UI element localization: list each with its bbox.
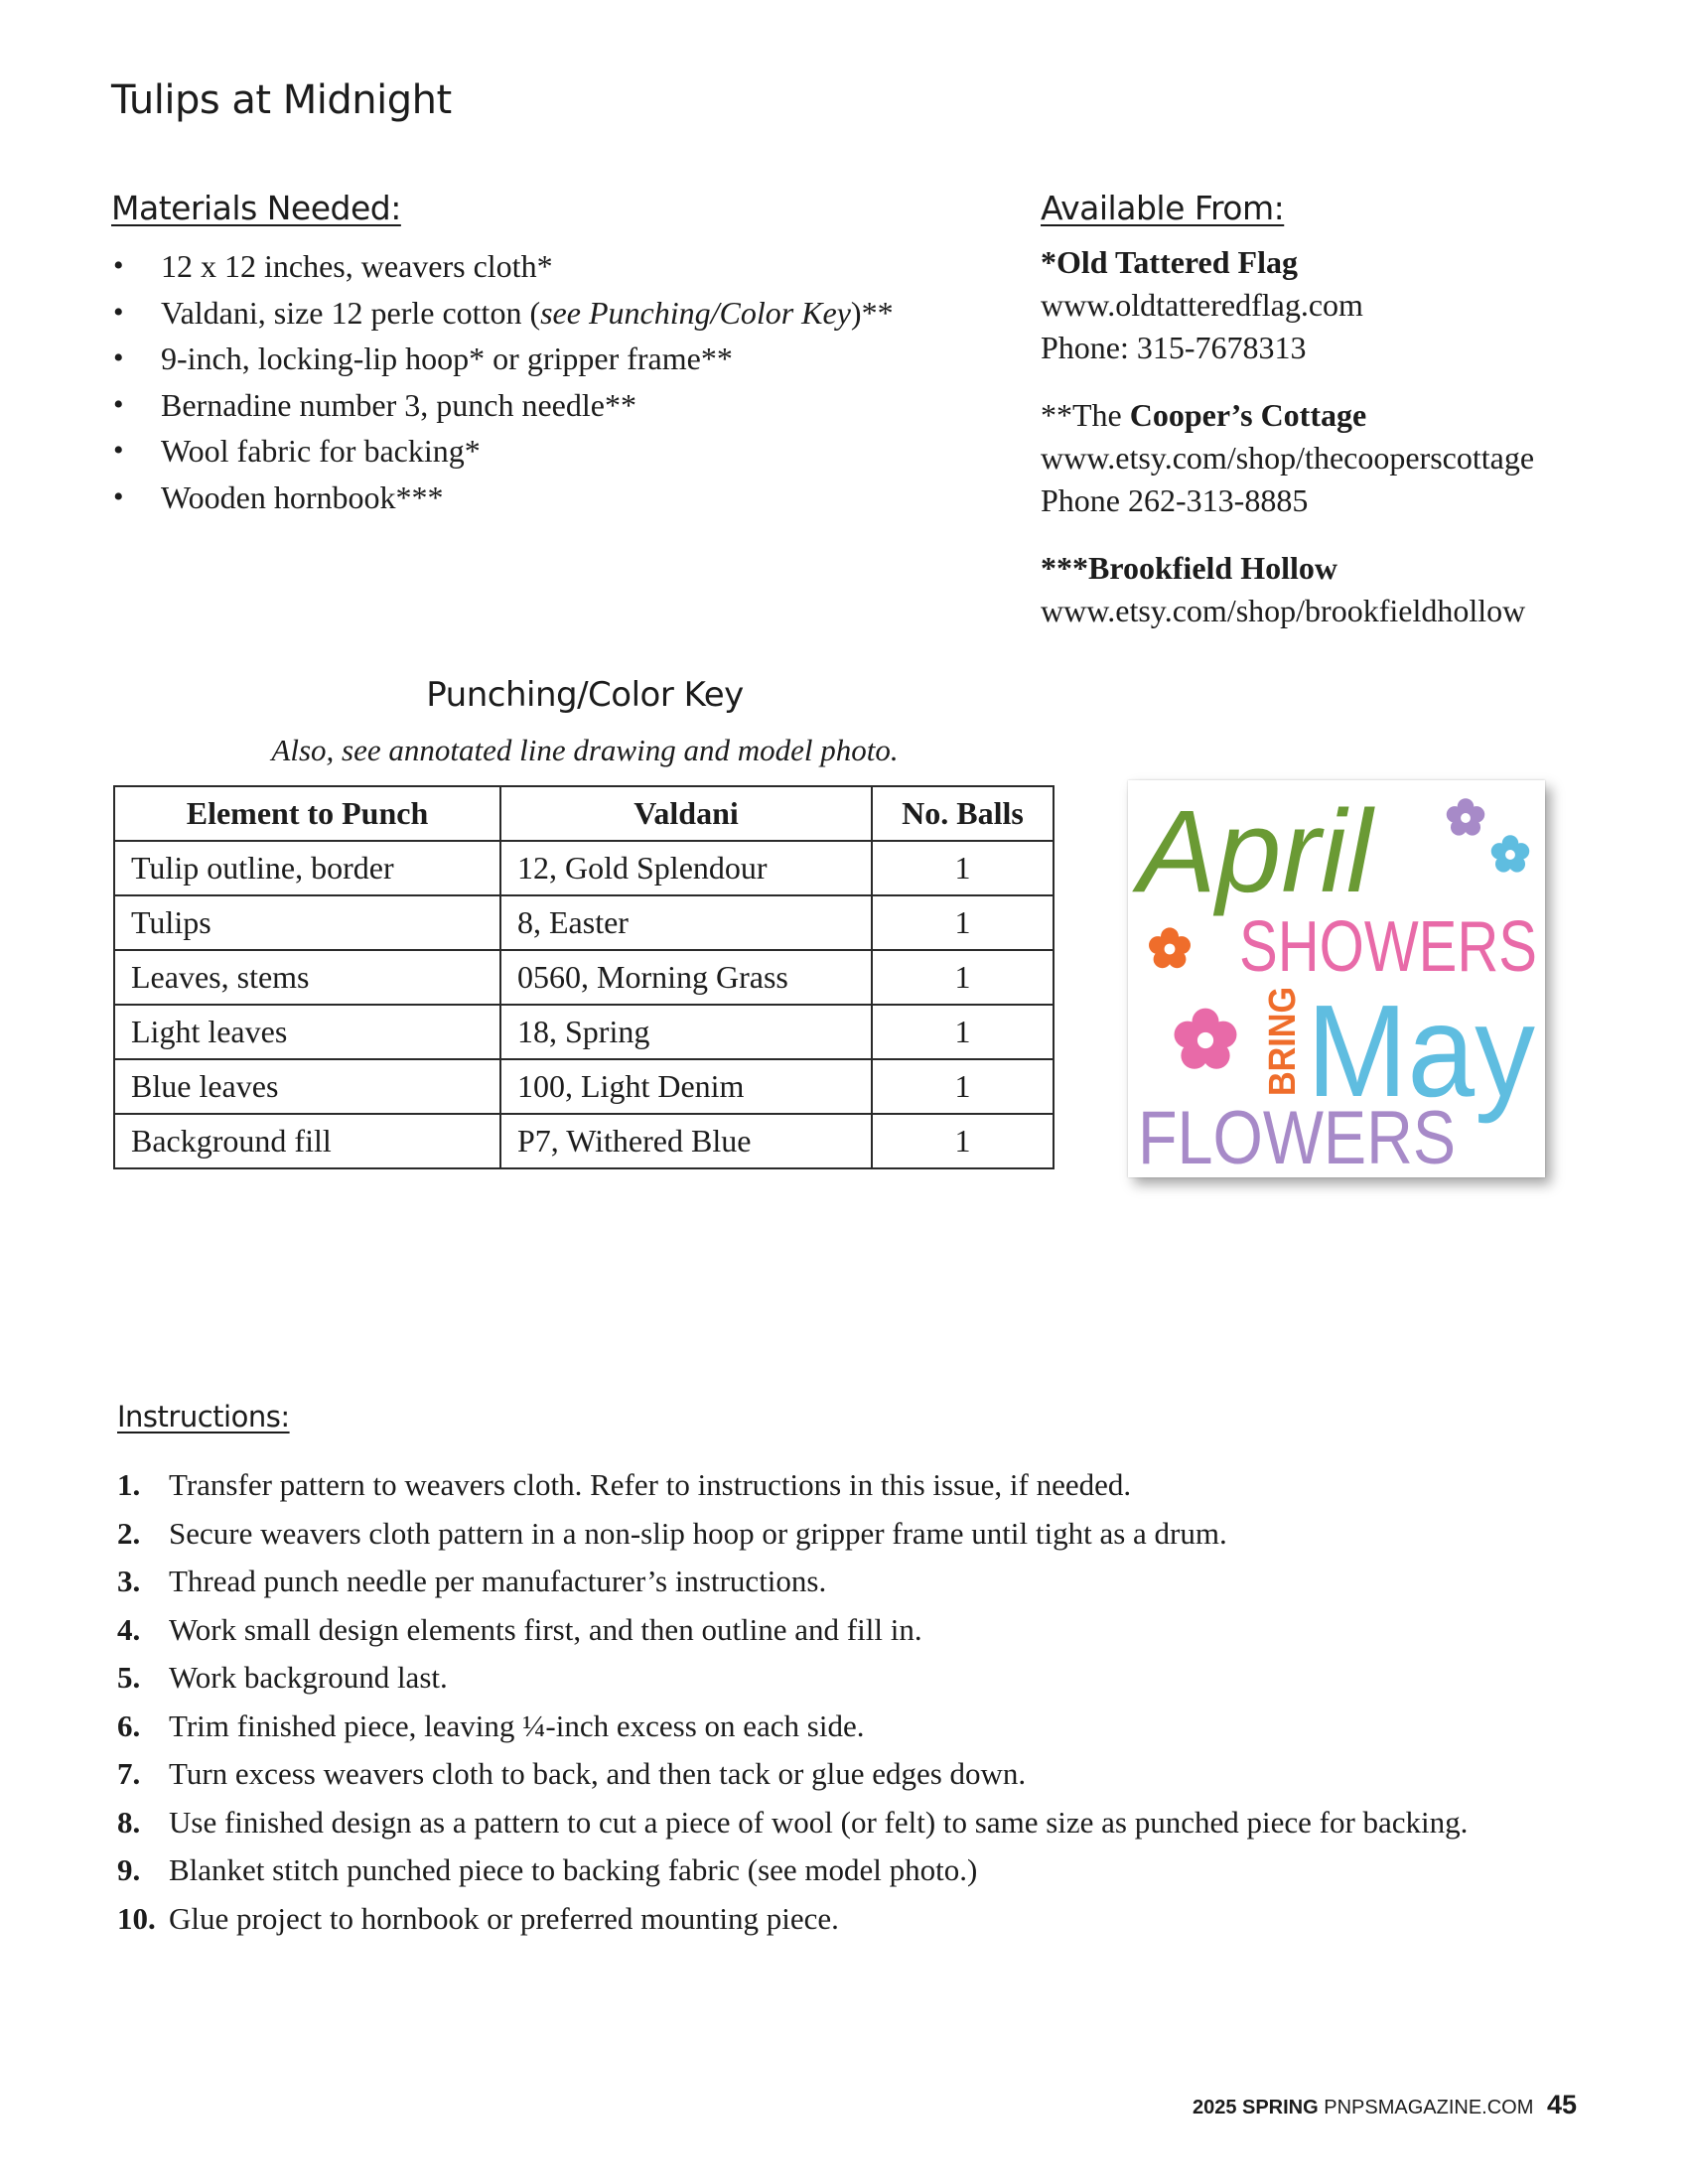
table-row xyxy=(114,895,1054,950)
vendor-phone: Phone: 315-7678313 xyxy=(1041,330,1307,365)
table-cell: Tulips xyxy=(114,895,500,950)
instruction-step: 7. Turn excess weavers cloth to back, and then tack or glue edges down. xyxy=(117,1756,1027,1791)
vendor-url: www.etsy.com/shop/thecooperscottage xyxy=(1041,440,1535,476)
footer-site: PNPSMAGAZINE.COM xyxy=(1324,2097,1534,2118)
poster-word-april: April xyxy=(1138,786,1373,917)
vendor-name: **The Cooper’s Cottage xyxy=(1041,397,1367,433)
vendor-phone: Phone 262-313-8885 xyxy=(1041,482,1309,518)
instructions-heading: Instructions: xyxy=(117,1400,290,1433)
table-row xyxy=(114,1059,1054,1114)
poster-word-flowers: FLOWERS xyxy=(1138,1096,1456,1180)
table-cell: 1 xyxy=(872,895,1054,950)
instruction-step: 3. Thread punch needle per manufacturer’s instructions. xyxy=(117,1564,827,1598)
column-header: Valdani xyxy=(500,786,872,841)
table-header-row xyxy=(114,786,1054,841)
instruction-step: 2. Secure weavers cloth pattern in a non-slip hoop or gripper frame until tight as a drum. xyxy=(117,1515,1227,1551)
material-item: • Valdani, size 12 perle cotton (see Punching/Color Key)** xyxy=(111,290,894,337)
table-cell: 0560, Morning Grass xyxy=(500,950,872,1005)
color-key-subtitle: Also, see annotated line drawing and model photo. xyxy=(271,733,899,767)
instruction-step: 8. Use finished design as a pattern to cut a piece of wool (or felt) to same size as punched piece for backing. xyxy=(117,1804,1469,1840)
instruction-step: 6. Trim finished piece, leaving ¼-inch excess on each side. xyxy=(117,1707,865,1743)
instruction-step: 4. Work small design elements first, and then outline and fill in. xyxy=(117,1611,922,1647)
instructions-list xyxy=(117,1461,1468,1943)
table-cell: P7, Withered Blue xyxy=(500,1114,872,1168)
table-cell: Blue leaves xyxy=(114,1059,500,1114)
table-cell: 12, Gold Splendour xyxy=(500,841,872,895)
page-footer xyxy=(1193,2090,1577,2120)
table-cell: 1 xyxy=(872,841,1054,895)
table-row xyxy=(114,950,1054,1005)
column-header: Element to Punch xyxy=(114,786,500,841)
table-cell: 8, Easter xyxy=(500,895,872,950)
poster-word-bring: BRING xyxy=(1262,974,1304,1096)
materials-list xyxy=(111,243,894,520)
table-cell: Light leaves xyxy=(114,1005,500,1059)
instruction-step: 9. Blanket stitch punched piece to backing fabric (see model photo.) xyxy=(117,1852,978,1887)
vendor-old-tattered-flag xyxy=(1041,241,1636,369)
april-showers-poster-image xyxy=(1128,780,1545,1180)
table-row xyxy=(114,1005,1054,1059)
table-row xyxy=(114,1114,1054,1168)
material-item: • Wooden hornbook*** xyxy=(111,475,894,521)
vendor-name: ***Brookfield Hollow xyxy=(1041,550,1337,586)
poster-flower-icon xyxy=(1175,1009,1237,1069)
table-cell: Tulip outline, border xyxy=(114,841,500,895)
vendor-url: www.oldtatteredflag.com xyxy=(1041,287,1363,323)
table-cell: Background fill xyxy=(114,1114,500,1168)
vendor-name: *Old Tattered Flag xyxy=(1041,244,1298,280)
instruction-step: 10. Glue project to hornbook or preferred mounting piece. xyxy=(117,1900,839,1936)
table-cell: 1 xyxy=(872,950,1054,1005)
vendor-url: www.etsy.com/shop/brookfieldhollow xyxy=(1041,593,1526,628)
instruction-step: 1. Transfer pattern to weavers cloth. Refer to instructions in this issue, if needed. xyxy=(117,1467,1132,1502)
poster-flower-icon xyxy=(1149,927,1191,968)
vendor-brookfield-hollow xyxy=(1041,547,1636,632)
available-from-heading: Available From: xyxy=(1041,189,1285,227)
material-item: • 9-inch, locking-lip hoop* or gripper frame** xyxy=(111,336,894,382)
color-key-title: Punching/Color Key xyxy=(426,675,744,715)
page-number: 45 xyxy=(1546,2090,1577,2119)
table-cell: 100, Light Denim xyxy=(500,1059,872,1114)
poster-flower-icon xyxy=(1491,835,1529,872)
material-item: • 12 x 12 inches, weavers cloth* xyxy=(111,243,894,290)
material-item: • Wool fabric for backing* xyxy=(111,428,894,475)
instruction-step: 5. Work background last. xyxy=(117,1660,448,1695)
poster-word-showers: SHOWERS xyxy=(1239,907,1537,987)
material-item: • Bernadine number 3, punch needle** xyxy=(111,382,894,429)
footer-issue: 2025 SPRING xyxy=(1192,2097,1319,2118)
table-cell: 1 xyxy=(872,1005,1054,1059)
table-cell: Leaves, stems xyxy=(114,950,500,1005)
table-cell: 1 xyxy=(872,1059,1054,1114)
table-cell: 18, Spring xyxy=(500,1005,872,1059)
poster-word-may: May xyxy=(1307,978,1535,1124)
materials-heading: Materials Needed: xyxy=(111,189,401,227)
table-row xyxy=(114,841,1054,895)
page-title: Tulips at Midnight xyxy=(111,77,452,123)
color-key-table xyxy=(113,785,1055,1169)
table-cell: 1 xyxy=(872,1114,1054,1168)
column-header: No. Balls xyxy=(872,786,1054,841)
vendor-coopers-cottage xyxy=(1041,394,1636,522)
poster-flower-icon xyxy=(1447,798,1484,835)
